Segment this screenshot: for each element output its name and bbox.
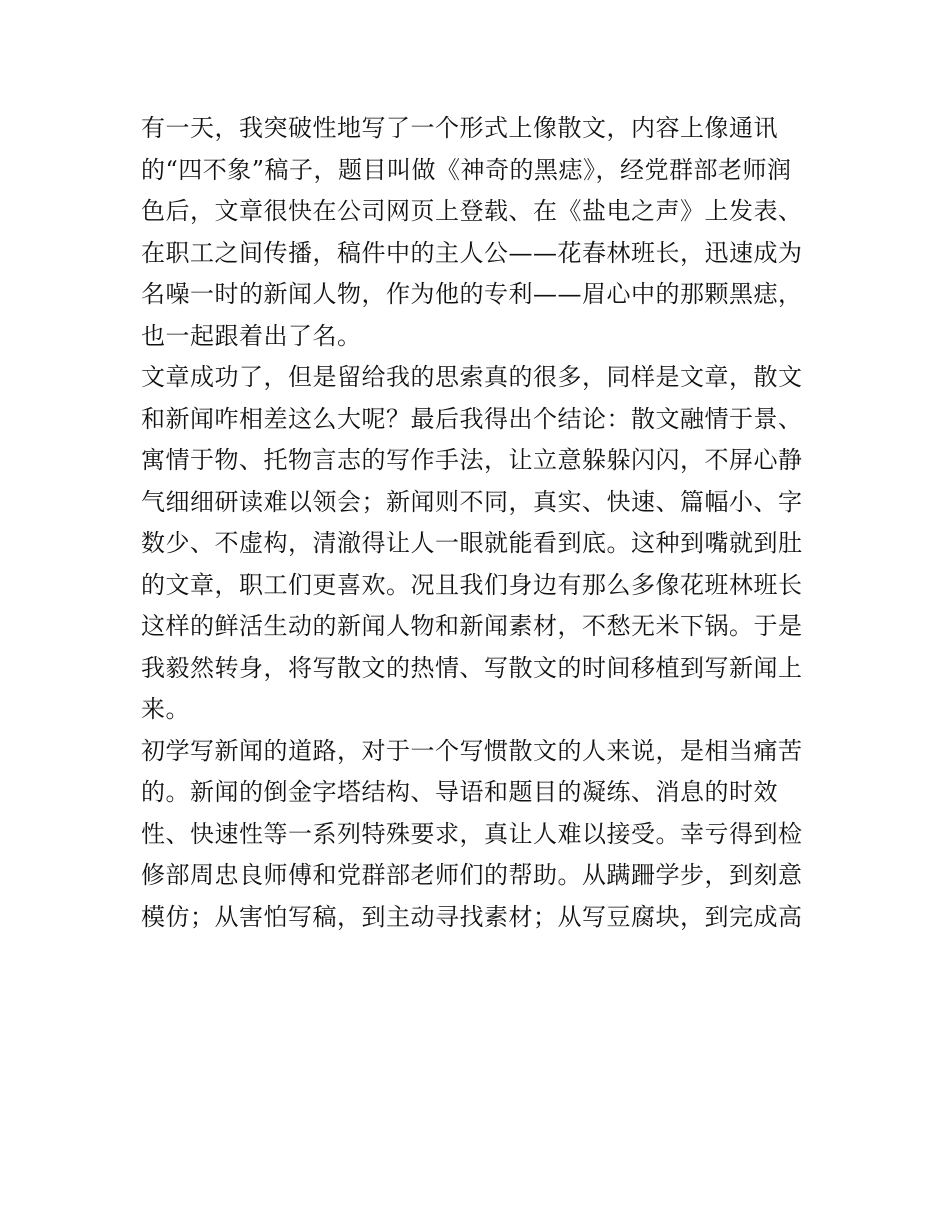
text-line: 气细细研读难以领会；新闻则不同，真实、快速、篇幅小、字 (141, 487, 803, 516)
paragraph-3 (141, 731, 821, 939)
text-line: 的。新闻的倒金字塔结构、导语和题目的凝练、消息的时效 (141, 778, 778, 806)
text-line: 模仿；从害怕写稿，到主动寻找素材；从写豆腐块，到完成高 (141, 902, 803, 931)
text-line: 色后，文章很快在公司网页上登载、在《盐电之声》上发表、 (141, 197, 803, 225)
text-line: 名噪一时的新闻人物，作为他的专利——眉心中的那颗黑痣， (141, 280, 803, 308)
text-line: 在职工之间传播，稿件中的主人公——花春林班长，迅速成为 (141, 238, 803, 267)
text-line: 寓情于物、托物言志的写作手法，让立意躲躲闪闪，不屏心静 (141, 446, 803, 474)
text-line: 的“四不象”稿子，题目叫做《神奇的黑痣》，经党群部老师润 (141, 155, 792, 184)
text-line: 的文章，职工们更喜欢。况且我们身边有那么多像花班林班长 (141, 570, 803, 599)
body-text (141, 108, 821, 938)
text-line: 我毅然转身，将写散文的热情、写散文的时间移植到写新闻上 (141, 653, 803, 682)
text-line: 有一天，我突破性地写了一个形式上像散文，内容上像通讯 (141, 114, 778, 142)
paragraph-1 (141, 108, 821, 357)
text-line: 数少、不虚构，清澈得让人一眼就能看到底。这种到嘴就到肚 (141, 529, 803, 557)
text-line: 这样的鲜活生动的新闻人物和新闻素材，不愁无米下锅。于是 (141, 612, 803, 640)
text-line: 也一起跟着出了名。 (141, 321, 362, 350)
text-line: 初学写新闻的道路，对于一个写惯散文的人来说，是相当痛苦 (141, 736, 803, 765)
text-line: 来。 (141, 695, 190, 723)
text-line: 和新闻咋相差这么大呢？最后我得出个结论：散文融情于景、 (141, 404, 803, 433)
text-line: 性、快速性等一系列特殊要求，真让人难以接受。幸亏得到检 (141, 819, 803, 848)
paragraph-2 (141, 357, 821, 731)
text-line: 修部周忠良师傅和党群部老师们的帮助。从蹒跚学步，到刻意 (141, 861, 803, 889)
text-line: 文章成功了，但是留给我的思索真的很多，同样是文章，散文 (141, 363, 803, 391)
